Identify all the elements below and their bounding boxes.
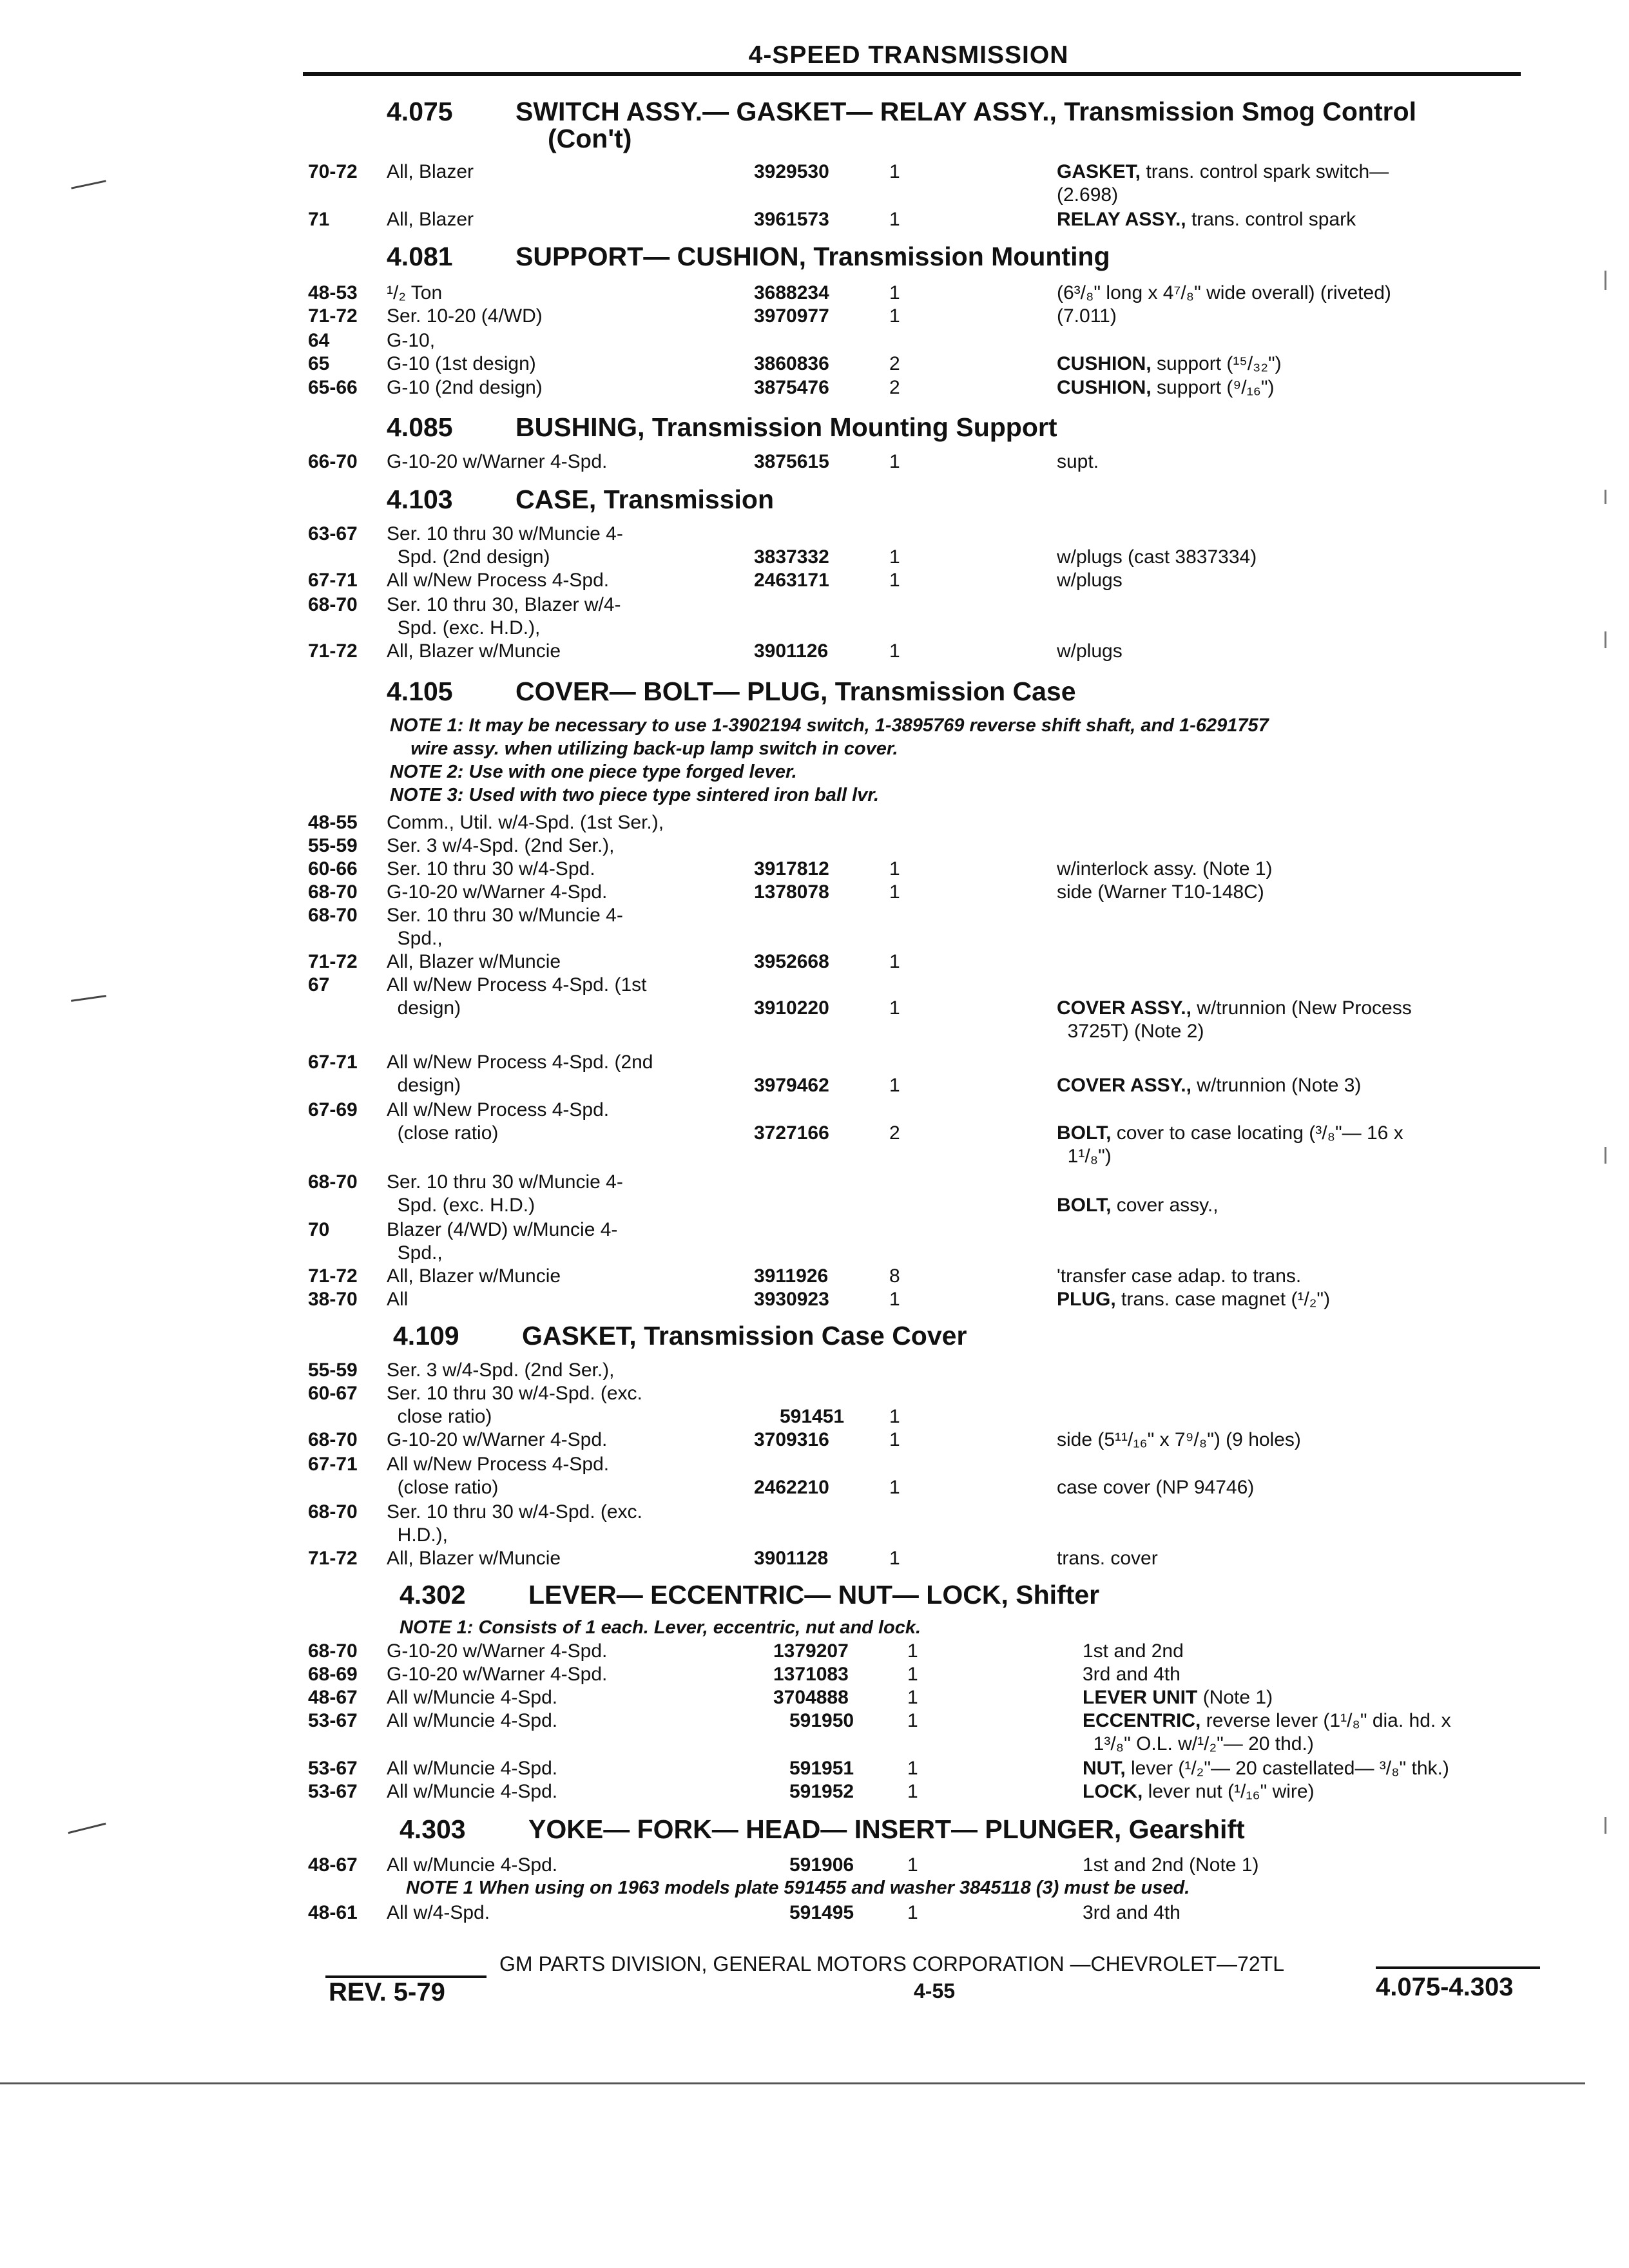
section-number: 4.075	[387, 97, 453, 126]
year-range: 55-59	[308, 835, 358, 856]
remark-text: w/trunnion (Note 3)	[1191, 1075, 1362, 1096]
year-range: 68-70	[308, 1171, 358, 1193]
remark-text: cover assy.,	[1111, 1195, 1219, 1216]
application: All, Blazer w/Muncie	[387, 640, 561, 662]
remark	[1057, 1075, 1361, 1097]
remark-label: LEVER UNIT	[1083, 1687, 1198, 1708]
year-range: 48-67	[308, 1687, 358, 1708]
part-number: 3901128	[754, 1548, 829, 1569]
application: All w/Muncie 4-Spd.	[387, 1854, 558, 1876]
remark	[1083, 1687, 1273, 1709]
remark-label: COVER ASSY.,	[1057, 997, 1191, 1019]
quantity: 2	[889, 353, 900, 374]
application: All, Blazer	[387, 209, 474, 230]
remark-label: COVER ASSY.,	[1057, 1075, 1191, 1096]
remark-text: 1st and 2nd	[1083, 1640, 1184, 1662]
remark	[1083, 1710, 1451, 1732]
application: G-10-20 w/Warner 4-Spd.	[387, 1429, 608, 1450]
application: All w/4-Spd.	[387, 1902, 490, 1923]
application: All w/New Process 4-Spd. (2nd	[387, 1052, 653, 1073]
section-title: YOKE— FORK— HEAD— INSERT— PLUNGER, Gearshift	[528, 1814, 1245, 1844]
year-range: 48-55	[308, 812, 358, 833]
quantity: 1	[889, 1289, 900, 1310]
remark	[1057, 305, 1117, 327]
application: G-10-20 w/Warner 4-Spd.	[387, 451, 608, 472]
remark-label: NUT,	[1083, 1758, 1126, 1779]
remark	[1083, 1902, 1181, 1924]
application: G-10-20 w/Warner 4-Spd.	[387, 1640, 608, 1662]
note-line: NOTE 2: Use with one piece type forged lever.	[390, 762, 797, 782]
quantity: 1	[889, 546, 900, 568]
application: Spd. (exc. H.D.)	[387, 1195, 535, 1216]
scan-mark	[1605, 631, 1606, 648]
application: All, Blazer	[387, 161, 474, 182]
year-range: 68-70	[308, 1501, 358, 1523]
remark-text: support (¹⁵/₃₂")	[1151, 353, 1282, 374]
quantity: 1	[889, 161, 900, 182]
remark-text: w/interlock assy. (Note 1)	[1057, 858, 1273, 879]
remark-text: (2.698)	[1057, 184, 1119, 206]
application: Comm., Util. w/4-Spd. (1st Ser.),	[387, 812, 664, 833]
part-number: 1371083	[773, 1664, 849, 1685]
remark-text: support (⁹/₁₆")	[1151, 377, 1275, 398]
part-number: 3930923	[754, 1289, 829, 1310]
part-number: 1378078	[754, 881, 829, 903]
remark-text: case cover (NP 94746)	[1057, 1477, 1255, 1498]
remark-text: trans. cover	[1057, 1548, 1158, 1569]
section-number: 4.105	[387, 677, 453, 706]
remark	[1057, 570, 1123, 591]
remark-text: 1¹/₈")	[1057, 1146, 1112, 1167]
remark	[1083, 1733, 1314, 1755]
section-title: CASE, Transmission	[516, 485, 775, 514]
remark	[1057, 1477, 1254, 1499]
remark	[1057, 858, 1273, 880]
application: Ser. 10-20 (4/WD)	[387, 305, 543, 327]
note-line: NOTE 1 When using on 1963 models plate 591455 and washer 3845118 (3) must be used.	[406, 1878, 1190, 1898]
remark-text: trans. control spark switch—	[1141, 161, 1389, 182]
year-range: 65-66	[308, 377, 358, 398]
remark	[1057, 353, 1282, 375]
part-number: 3979462	[754, 1075, 829, 1096]
quantity: 1	[889, 951, 900, 972]
year-range: 70	[308, 1219, 330, 1240]
application: (close ratio)	[387, 1477, 499, 1498]
year-range: 48-67	[308, 1854, 358, 1876]
footer-bottom-rule	[0, 2082, 1585, 2084]
quantity: 1	[907, 1902, 918, 1923]
year-range: 71-72	[308, 951, 358, 972]
remark-text: 3725T) (Note 2)	[1057, 1021, 1204, 1042]
part-number: 591950	[789, 1710, 854, 1731]
scan-mark	[1605, 1147, 1606, 1164]
section-continued: (Con't)	[548, 124, 632, 153]
note-line: NOTE 1: It may be necessary to use 1-3902194 switch, 1-3895769 reverse shift shaft, and 1-6291757	[390, 715, 1269, 736]
application: (close ratio)	[387, 1122, 499, 1144]
section-title: LEVER— ECCENTRIC— NUT— LOCK, Shifter	[528, 1580, 1100, 1610]
remark-text: reverse lever (1¹/₈" dia. hd. x	[1200, 1710, 1451, 1731]
year-range: 71-72	[308, 640, 358, 662]
part-number: 2463171	[754, 570, 829, 591]
remark-text: 1st and 2nd (Note 1)	[1083, 1854, 1259, 1876]
application: Ser. 10 thru 30 w/Muncie 4-	[387, 523, 623, 544]
year-range: 71	[308, 209, 330, 230]
part-number: 591451	[780, 1406, 845, 1427]
section-title: BUSHING, Transmission Mounting Support	[516, 412, 1057, 442]
application: Blazer (4/WD) w/Muncie 4-	[387, 1219, 618, 1240]
application: Ser. 10 thru 30 w/4-Spd. (exc.	[387, 1501, 642, 1523]
scan-mark	[71, 995, 106, 1002]
quantity: 1	[889, 1477, 900, 1498]
part-number: 591952	[789, 1781, 854, 1802]
remark-label: BOLT,	[1057, 1122, 1112, 1144]
application: G-10-20 w/Warner 4-Spd.	[387, 1664, 608, 1685]
remark-label: GASKET,	[1057, 161, 1141, 182]
section-title: GASKET, Transmission Case Cover	[522, 1321, 967, 1350]
part-number: 2462210	[754, 1477, 829, 1498]
remark	[1057, 546, 1257, 568]
application: All w/New Process 4-Spd.	[387, 1099, 610, 1120]
application: All w/Muncie 4-Spd.	[387, 1758, 558, 1779]
application: All, Blazer w/Muncie	[387, 1548, 561, 1569]
remark	[1057, 209, 1356, 231]
remark	[1057, 451, 1099, 473]
remark-text: 1³/₈" O.L. w/¹/₂"— 20 thd.)	[1083, 1733, 1314, 1754]
year-range: 68-69	[308, 1664, 358, 1685]
remark-text: lever nut (¹/₁₆" wire)	[1142, 1781, 1315, 1802]
note-line: wire assy. when utilizing back-up lamp switch in cover.	[390, 738, 898, 759]
remark	[1083, 1758, 1449, 1780]
application: All, Blazer w/Muncie	[387, 951, 561, 972]
quantity: 1	[907, 1758, 918, 1779]
remark-text: w/plugs (cast 3837334)	[1057, 546, 1257, 568]
part-number: 1379207	[773, 1640, 849, 1662]
quantity: 1	[889, 881, 900, 903]
remark-label: CUSHION,	[1057, 377, 1152, 398]
header-rule	[303, 72, 1521, 76]
year-range: 68-70	[308, 594, 358, 615]
quantity: 2	[889, 377, 900, 398]
application: Ser. 10 thru 30 w/4-Spd. (exc.	[387, 1383, 642, 1404]
application: ¹/₂ Ton	[387, 282, 443, 303]
remark	[1057, 640, 1123, 662]
footer-revision: REV. 5-79	[329, 1978, 445, 2006]
part-number: 3860836	[754, 353, 829, 374]
section-number: 4.109	[393, 1321, 459, 1350]
footer-page-number: 4-55	[914, 1979, 956, 2003]
part-number: 3875615	[754, 451, 829, 472]
year-range: 71-72	[308, 1265, 358, 1287]
remark-text: w/plugs	[1057, 640, 1123, 662]
part-number: 591906	[789, 1854, 854, 1876]
year-range: 68-70	[308, 1429, 358, 1450]
quantity: 1	[889, 209, 900, 230]
part-number: 3952668	[754, 951, 829, 972]
year-range: 66-70	[308, 451, 358, 472]
quantity: 1	[907, 1687, 918, 1708]
year-range: 67	[308, 974, 330, 995]
year-range: 65	[308, 353, 330, 374]
remark	[1057, 881, 1264, 903]
remark-text: 3rd and 4th	[1083, 1902, 1181, 1923]
year-range: 68-70	[308, 905, 358, 926]
year-range: 71-72	[308, 1548, 358, 1569]
quantity: 1	[889, 1548, 900, 1569]
remark	[1057, 1195, 1219, 1216]
application: Ser. 3 w/4-Spd. (2nd Ser.),	[387, 835, 615, 856]
quantity: 1	[889, 640, 900, 662]
remark-text: trans. case magnet (¹/₂")	[1115, 1289, 1331, 1310]
year-range: 53-67	[308, 1710, 358, 1731]
application: All w/Muncie 4-Spd.	[387, 1710, 558, 1731]
quantity: 1	[889, 1429, 900, 1450]
application: design)	[387, 1075, 461, 1096]
remark-text: 3rd and 4th	[1083, 1664, 1181, 1685]
scan-mark	[1605, 271, 1606, 290]
application: G-10 (1st design)	[387, 353, 536, 374]
application: G-10 (2nd design)	[387, 377, 543, 398]
remark	[1057, 1265, 1301, 1287]
application: H.D.),	[387, 1524, 448, 1546]
footer-rule-right	[1376, 1966, 1540, 1969]
section-number: 4.085	[387, 412, 453, 442]
quantity: 8	[889, 1265, 900, 1287]
remark	[1057, 1548, 1158, 1570]
remark-text: cover to case locating (³/₈"— 16 x	[1111, 1122, 1403, 1144]
part-number: 3917812	[754, 858, 829, 879]
remark	[1057, 377, 1274, 399]
application: G-10-20 w/Warner 4-Spd.	[387, 881, 608, 903]
part-number: 3688234	[754, 282, 829, 303]
application: All	[387, 1289, 409, 1310]
part-number: 3910220	[754, 997, 829, 1019]
section-title: SUPPORT— CUSHION, Transmission Mounting	[516, 242, 1110, 271]
section-number: 4.303	[400, 1814, 466, 1844]
quantity: 1	[889, 858, 900, 879]
part-number: 3901126	[754, 640, 829, 662]
part-number: 3961573	[754, 209, 829, 230]
application: All w/Muncie 4-Spd.	[387, 1687, 558, 1708]
remark	[1057, 161, 1389, 183]
part-number: 3704888	[773, 1687, 849, 1708]
quantity: 2	[889, 1122, 900, 1144]
scan-mark	[68, 1823, 106, 1834]
remark-text: w/trunnion (New Process	[1191, 997, 1412, 1019]
remark	[1057, 282, 1391, 304]
quantity: 1	[889, 570, 900, 591]
part-number: 3911926	[754, 1265, 829, 1287]
year-range: 48-53	[308, 282, 358, 303]
remark-text: side (5¹¹/₁₆" x 7⁹/₈") (9 holes)	[1057, 1429, 1301, 1450]
quantity: 1	[889, 305, 900, 327]
remark-text: (6³/₈" long x 4⁷/₈" wide overall) (riveted)	[1057, 282, 1391, 303]
application: Spd.,	[387, 1242, 443, 1264]
year-range: 63-67	[308, 523, 358, 544]
remark	[1057, 184, 1118, 206]
year-range: 48-61	[308, 1902, 358, 1923]
year-range: 67-71	[308, 1454, 358, 1475]
remark-label: ECCENTRIC,	[1083, 1710, 1201, 1731]
part-number: 3837332	[754, 546, 829, 568]
remark-text: trans. control spark	[1186, 209, 1356, 230]
remark-text: lever (¹/₂"— 20 castellated— ³/₈" thk.)	[1125, 1758, 1449, 1779]
application: Ser. 10 thru 30 w/4-Spd.	[387, 858, 595, 879]
quantity: 1	[889, 997, 900, 1019]
remark-text: 'transfer case adap. to trans.	[1057, 1265, 1302, 1287]
application: Spd. (2nd design)	[387, 546, 550, 568]
part-number: 3875476	[754, 377, 829, 398]
remark	[1083, 1640, 1184, 1662]
section-number: 4.081	[387, 242, 453, 271]
year-range: 38-70	[308, 1289, 358, 1310]
application: Ser. 3 w/4-Spd. (2nd Ser.),	[387, 1360, 615, 1381]
year-range: 71-72	[308, 305, 358, 327]
remark	[1057, 1429, 1301, 1451]
remark	[1083, 1664, 1181, 1686]
year-range: 60-66	[308, 858, 358, 879]
remark	[1057, 1122, 1403, 1144]
part-number: 591951	[789, 1758, 854, 1779]
footer-section-range: 4.075-4.303	[1376, 1973, 1514, 2001]
remark-label: LOCK,	[1083, 1781, 1143, 1802]
quantity: 1	[907, 1664, 918, 1685]
remark	[1057, 1146, 1112, 1168]
remark	[1083, 1781, 1315, 1803]
application: Spd. (exc. H.D.),	[387, 617, 541, 639]
section-number: 4.103	[387, 485, 453, 514]
remark-label: CUSHION,	[1057, 353, 1152, 374]
application: Ser. 10 thru 30, Blazer w/4-	[387, 594, 621, 615]
remark-text: w/plugs	[1057, 570, 1123, 591]
remark-text: side (Warner T10-148C)	[1057, 881, 1264, 903]
quantity: 1	[907, 1710, 918, 1731]
application: All w/New Process 4-Spd.	[387, 570, 610, 591]
remark	[1057, 1021, 1204, 1043]
application: All w/New Process 4-Spd. (1st	[387, 974, 647, 995]
footer-division: GM PARTS DIVISION, GENERAL MOTORS CORPORATION —CHEVROLET—72TL	[499, 1952, 1284, 1975]
remark-text: (Note 1)	[1197, 1687, 1273, 1708]
year-range: 60-67	[308, 1383, 358, 1404]
part-number: 591495	[789, 1902, 854, 1923]
quantity: 1	[907, 1854, 918, 1876]
application: All, Blazer w/Muncie	[387, 1265, 561, 1287]
quantity: 1	[889, 1075, 900, 1096]
part-number: 3929530	[754, 161, 829, 182]
year-range: 70-72	[308, 161, 358, 182]
scan-mark	[1605, 1817, 1606, 1834]
quantity: 1	[907, 1781, 918, 1802]
remark	[1057, 1289, 1330, 1311]
remark-text: supt.	[1057, 451, 1099, 472]
application: Ser. 10 thru 30 w/Muncie 4-	[387, 1171, 623, 1193]
remark	[1057, 997, 1412, 1019]
remark-label: PLUG,	[1057, 1289, 1116, 1310]
year-range: 67-69	[308, 1099, 358, 1120]
remark-label: RELAY ASSY.,	[1057, 209, 1186, 230]
section-number: 4.302	[400, 1580, 466, 1610]
page-header-title: 4-SPEED TRANSMISSION	[748, 41, 1069, 69]
quantity: 1	[889, 1406, 900, 1427]
application: close ratio)	[387, 1406, 492, 1427]
remark	[1083, 1854, 1259, 1876]
quantity: 1	[889, 451, 900, 472]
application: Ser. 10 thru 30 w/Muncie 4-	[387, 905, 623, 926]
part-number: 3727166	[754, 1122, 829, 1144]
application: G-10,	[387, 330, 436, 351]
scan-mark	[1605, 490, 1606, 504]
quantity: 1	[889, 282, 900, 303]
section-title: COVER— BOLT— PLUG, Transmission Case	[516, 677, 1076, 706]
year-range: 68-70	[308, 881, 358, 903]
application: Spd.,	[387, 928, 443, 949]
section-title: SWITCH ASSY.— GASKET— RELAY ASSY., Transmission Smog Control	[516, 97, 1417, 126]
year-range: 68-70	[308, 1640, 358, 1662]
quantity: 1	[907, 1640, 918, 1662]
part-number: 3970977	[754, 305, 829, 327]
scan-mark	[71, 180, 106, 189]
year-range: 67-71	[308, 570, 358, 591]
year-range: 53-67	[308, 1781, 358, 1802]
year-range: 64	[308, 330, 330, 351]
remark-label: BOLT,	[1057, 1195, 1112, 1216]
application: All w/Muncie 4-Spd.	[387, 1781, 558, 1802]
application: All w/New Process 4-Spd.	[387, 1454, 610, 1475]
note-line: NOTE 3: Used with two piece type sintered iron ball lvr.	[390, 785, 879, 805]
year-range: 55-59	[308, 1360, 358, 1381]
year-range: 67-71	[308, 1052, 358, 1073]
note-line: NOTE 1: Consists of 1 each. Lever, eccentric, nut and lock.	[400, 1617, 921, 1638]
part-number: 3709316	[754, 1429, 829, 1450]
year-range: 53-67	[308, 1758, 358, 1779]
application: design)	[387, 997, 461, 1019]
remark-text: (7.011)	[1057, 305, 1117, 327]
